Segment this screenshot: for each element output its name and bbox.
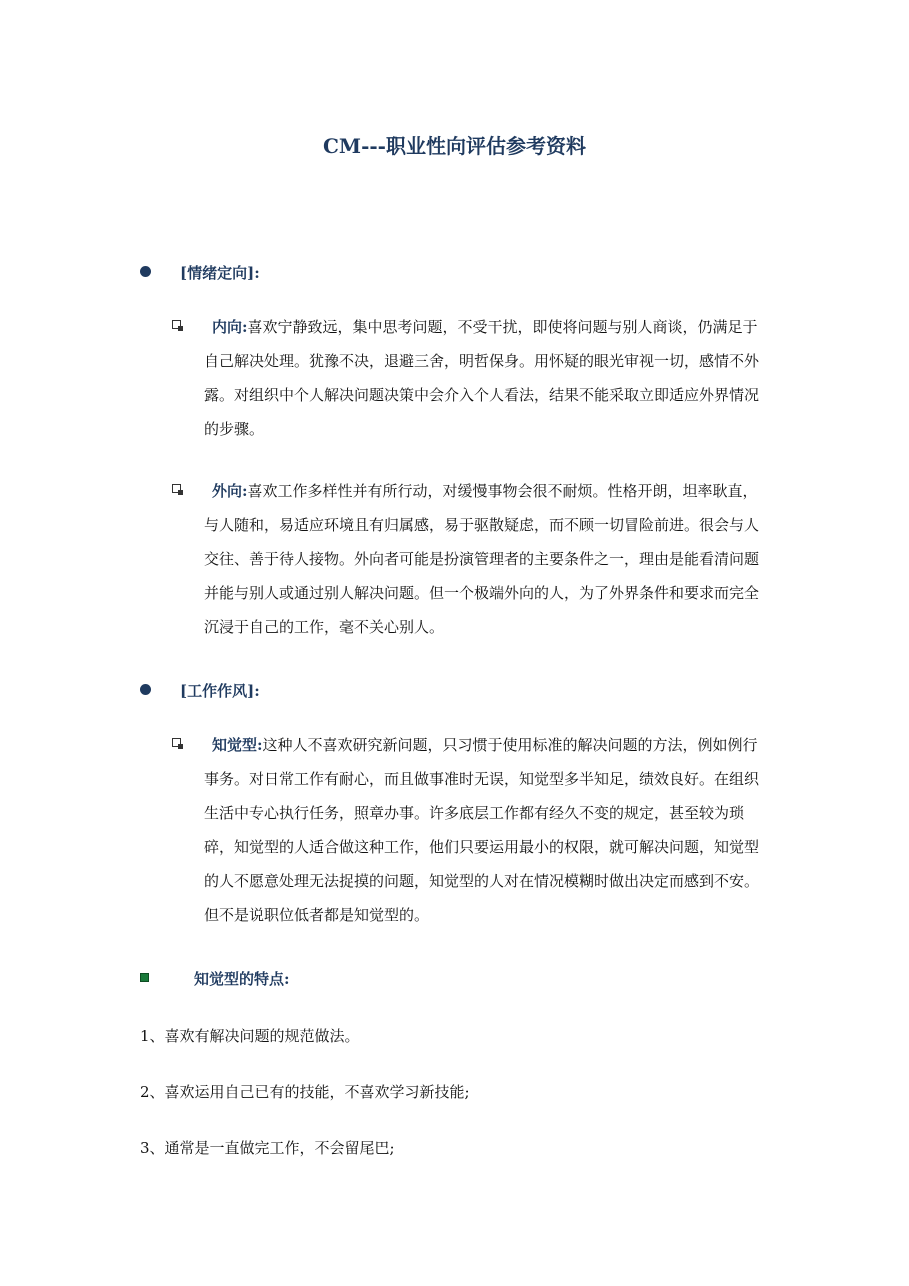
subheading-text: 知觉型的特点: <box>194 970 290 988</box>
list-item: 3、通常是一直做完工作，不会留尾巴; <box>140 1139 395 1157</box>
term-label: 知觉型: <box>212 736 263 754</box>
green-square-icon <box>140 973 149 982</box>
list-item: 1、喜欢有解决问题的规范做法。 <box>140 1027 360 1045</box>
subheading <box>140 968 290 989</box>
paragraph-text: 这种人不喜欢研究新问题，只习惯于使用标准的解决问题的方法，例如例行事务。对日常工作有耐心，而且做事准时无误，知觉型多半知足，绩效良好。在组织生活中专心执行任务，照章办事。许多底层工作都有经久不变的规定，甚至较为琐碎，知觉型的人适合做这种工作，他们只要运用最小的权限，就可解决问题，知觉型的人不愿意处理无法捉摸的问题，知觉型的人对在情况模糊时做出决定而感到不安。但不是说职位低者都是知觉型的。 <box>204 736 760 924</box>
checkbox-square-icon <box>172 738 181 747</box>
paragraph-extrovert <box>172 474 772 644</box>
paragraph-introvert <box>172 310 772 446</box>
paragraph-text: 喜欢宁静致远，集中思考问题，不受干扰，即使将问题与别人商谈，仍满足于自己解决处理。犹豫不决，退避三舍，明哲保身。用怀疑的眼光审视一切，感情不外露。对组织中个人解决问题决策中会介入个人看法，结果不能采取立即适应外界情况的步骤。 <box>204 318 760 438</box>
section-heading-text: [情绪定向]: <box>180 264 260 282</box>
section-heading-text: [工作作风]: <box>180 682 260 700</box>
page-title: CM---职业性向评估参考资料 <box>323 134 586 158</box>
paragraph-perceptive <box>172 728 772 932</box>
checkbox-square-icon <box>172 320 181 329</box>
term-label: 外向: <box>212 482 248 500</box>
term-label: 内向: <box>212 318 248 336</box>
paragraph-text: 喜欢工作多样性并有所行动，对缓慢事物会很不耐烦。性格开朗，坦率耿直，与人随和，易适应环境且有归属感，易于驱散疑虑，而不顾一切冒险前进。很会与人交往、善于待人接物。外向者可能是扮演管理者的主要条件之一，理由是能看清问题并能与别人或通过别人解决问题。但一个极端外向的人，为了外界条件和要求而完全沉浸于自己的工作，毫不关心别人。 <box>204 482 760 636</box>
bullet-dot-icon <box>140 684 151 695</box>
list-item: 2、喜欢运用自己已有的技能，不喜欢学习新技能; <box>140 1083 470 1101</box>
checkbox-square-icon <box>172 484 181 493</box>
bullet-dot-icon <box>140 266 151 277</box>
